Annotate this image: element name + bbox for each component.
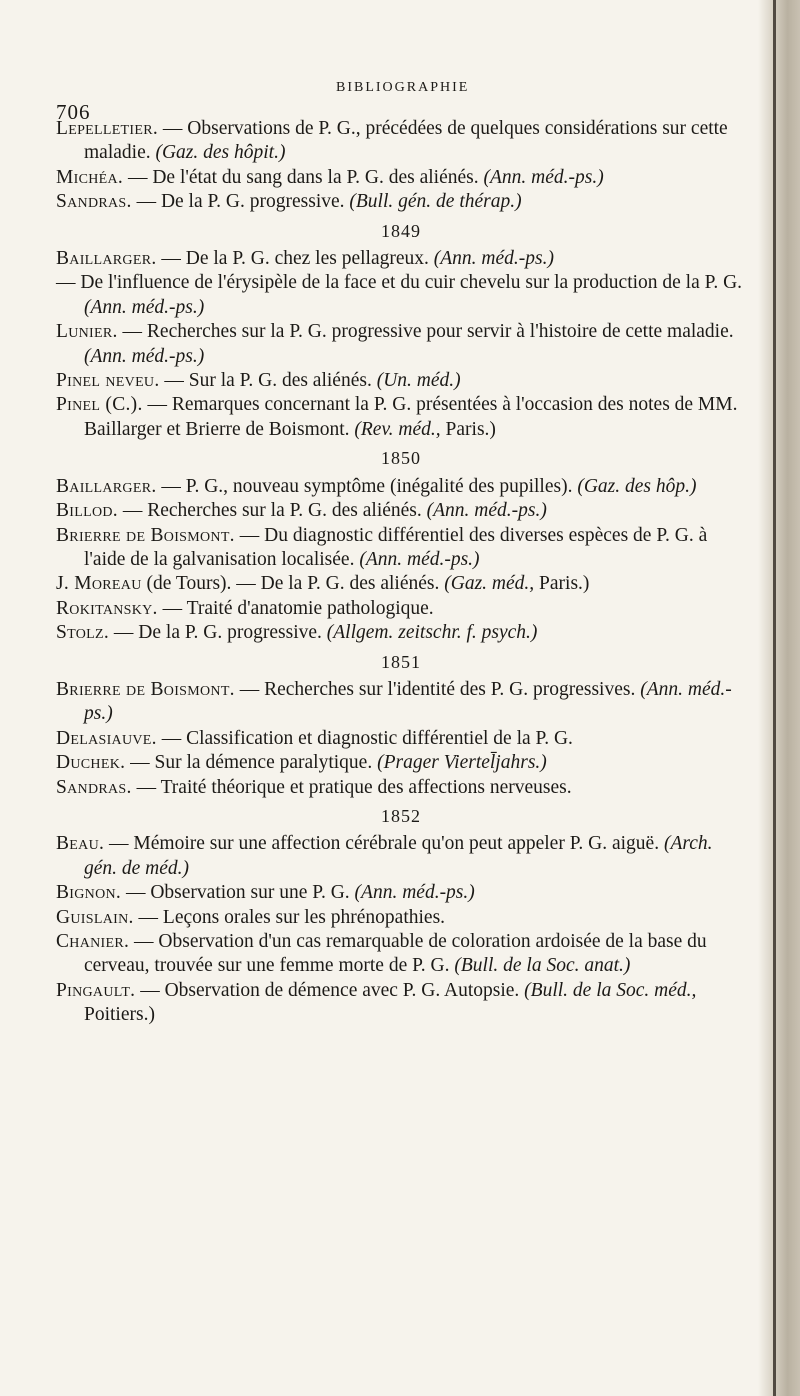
entry-title: — De l'influence de l'érysipèle de la face et du cuir chevelu sur la production de la P. G. — [56, 272, 743, 294]
entry-author: Pinel neveu. — [56, 370, 160, 392]
entry-source: (Ann. méd.-ps.) — [433, 248, 554, 270]
entry-title: — De la P. G. chez les pellagreux. — [156, 248, 434, 270]
bibliography-entry — [56, 597, 746, 621]
entry-author: Pinel (C.). — [56, 394, 143, 416]
bibliography-entry — [56, 369, 746, 393]
bibliography-entry — [56, 621, 746, 645]
bibliography-entry — [56, 475, 746, 499]
entry-author: Michéa. — [56, 166, 124, 188]
bibliography-entry — [56, 751, 746, 775]
entry-title: — Recherches sur l'identité des P. G. progressives. — [234, 678, 641, 700]
entry-title: — Observation d'un cas remarquable de coloration ardoisée de la base du cerveau, trouvée sur une femme morte de P. G. — [84, 931, 707, 977]
bibliography-entry — [56, 727, 746, 751]
entry-title: — Sur la démence paralytique. — [125, 752, 378, 774]
entry-source: (Arch. gén. de méd.) — [84, 833, 713, 879]
entry-title: — P. G., nouveau symptôme (inégalité des pupilles). — [156, 475, 578, 497]
page-edge-line — [773, 0, 776, 1396]
entry-author: Baillarger. — [56, 475, 157, 497]
bibliography-entry — [56, 906, 746, 930]
bibliography-entry — [56, 190, 746, 214]
entry-author: Lunier. — [56, 321, 118, 343]
bibliography-entry — [56, 247, 746, 271]
bibliography-entry — [56, 117, 746, 166]
entry-author: Bignon. — [56, 882, 122, 904]
entry-author: Brierre de Boismont. — [56, 678, 235, 700]
entry-author: Rokitansky. — [56, 597, 158, 619]
entry-author: Beau. — [56, 833, 105, 855]
entry-source: (Ann. méd.-ps.) — [359, 548, 480, 570]
entry-source: (Ann. méd.-ps.) — [84, 345, 205, 367]
entry-title: — Observation de démence avec P. G. Autopsie. — [135, 979, 525, 1001]
entry-title: — De la P. G. progressive. — [131, 191, 350, 213]
page-edge-shadow — [758, 0, 800, 1396]
bibliography-entry — [56, 524, 746, 573]
year-heading: 1849 — [381, 220, 421, 241]
entry-title: — De l'état du sang dans la P. G. des aliénés. — [123, 166, 484, 188]
year-heading: 1852 — [381, 805, 421, 826]
bibliography-entry — [56, 979, 746, 1028]
entry-source: (Gaz. des hôp.) — [577, 475, 697, 497]
entry-source-suffix: Paris.) — [440, 418, 496, 440]
entry-title: — Remarques concernant la P. G. présentées à l'occasion des notes de MM. Baillarger et Brierre de Boismont. — [84, 394, 738, 440]
page-header — [56, 80, 746, 124]
entry-title: — Traité d'anatomie pathologique. — [157, 597, 434, 619]
entry-title: — Observations de P. G., précédées de quelques considérations sur cette maladie. — [84, 118, 728, 164]
bibliography-entry — [56, 678, 746, 727]
entry-author: Sandras. — [56, 776, 132, 798]
entry-source: (Gaz. des hôpit.) — [155, 142, 286, 164]
bibliography-entry — [56, 271, 746, 320]
entry-source: (Rev. méd., — [354, 418, 441, 440]
year-heading: 1850 — [381, 448, 421, 469]
running-head: BIBLIOGRAPHIE — [336, 80, 470, 95]
bibliography-entry — [56, 776, 746, 800]
entry-title: — Leçons orales sur les phrénopathies. — [133, 906, 446, 928]
entry-source: (Ann. méd.-ps.) — [354, 882, 475, 904]
entry-title: (de Tours). — De la P. G. des aliénés. — [141, 573, 445, 595]
entry-title: — Traité théorique et pratique des affections nerveuses. — [131, 776, 572, 798]
entry-author: Billod. — [56, 500, 118, 522]
entry-author: Duchek. — [56, 752, 126, 774]
entry-title: — Sur la P. G. des aliénés. — [159, 370, 377, 392]
entry-source: (Allgem. zeitschr. f. psych.) — [326, 622, 538, 644]
entry-source: (Gaz. méd., — [444, 573, 535, 595]
entry-title: — Observation sur une P. G. — [121, 882, 355, 904]
entry-title: — Recherches sur la P. G. des aliénés. — [117, 500, 427, 522]
page-number: 706 — [56, 100, 91, 124]
entry-author: Lepelletier. — [56, 118, 159, 139]
entry-source: (Un. méd.) — [376, 370, 461, 392]
bibliography-entry — [56, 930, 746, 979]
entry-author: Pingault. — [56, 979, 136, 1001]
bibliography-entry — [56, 166, 746, 190]
entry-author: Sandras. — [56, 191, 132, 213]
entry-author: Stolz. — [56, 622, 110, 644]
bibliography-entry — [56, 320, 746, 369]
entry-title: — Recherches sur la P. G. progressive pour servir à l'histoire de cette maladie. — [117, 321, 734, 343]
entry-author: Delasiauve. — [56, 727, 157, 749]
entry-title: — De la P. G. progressive. — [109, 622, 327, 644]
entry-source: (Ann. méd.-ps.) — [84, 678, 732, 725]
entry-author: Brierre de Boismont. — [56, 524, 235, 546]
entry-source-suffix: Paris.) — [534, 573, 590, 595]
entry-source: (Bull. de la Soc. anat.) — [454, 955, 631, 977]
entry-source: (Bull. gén. de thérap.) — [349, 191, 522, 213]
bibliography-entry — [56, 499, 746, 523]
entry-source: (Prager Viertel̄jahrs.) — [377, 752, 547, 774]
entry-title: — Mémoire sur une affection cérébrale qu'on peut appeler P. G. aiguë. — [104, 833, 664, 855]
entry-author: Guislain. — [56, 906, 134, 928]
entry-source: (Bull. de la Soc. méd., — [524, 979, 697, 1001]
entry-source: (Ann. méd.-ps.) — [84, 296, 205, 318]
bibliography-entry — [56, 832, 746, 881]
bibliography-content — [56, 117, 746, 1028]
entry-author: Chanier. — [56, 931, 130, 952]
bibliography-entry — [56, 572, 746, 596]
entry-author: Baillarger. — [56, 248, 157, 270]
entry-source: (Ann. méd.-ps.) — [483, 166, 604, 188]
year-heading: 1851 — [381, 651, 421, 672]
entry-source-suffix: Poitiers.) — [84, 1004, 155, 1026]
entry-title: — Classification et diagnostic différentiel de la P. G. — [156, 727, 573, 749]
entry-source: (Ann. méd.-ps.) — [426, 500, 547, 522]
bibliography-entry — [56, 881, 746, 905]
entry-author: J. Moreau — [56, 573, 142, 595]
bibliography-entry — [56, 393, 746, 442]
entry-title: — Du diagnostic différentiel des diverses espèces de P. G. à l'aide de la galvanisation localisée. — [84, 524, 708, 570]
